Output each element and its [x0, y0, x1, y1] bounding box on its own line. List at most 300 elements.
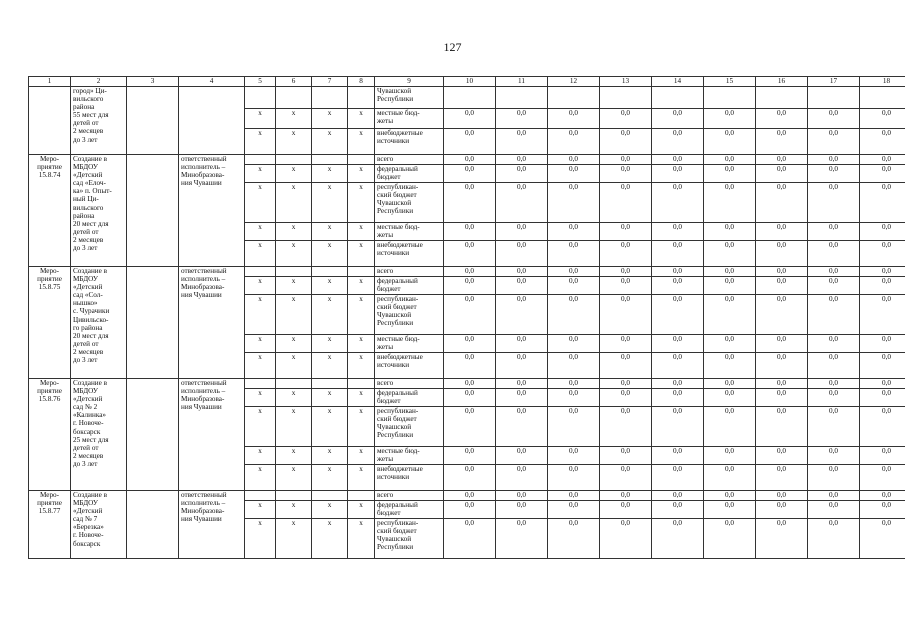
value-cell: 0,0	[444, 267, 496, 277]
value-cell: 0,0	[704, 165, 756, 183]
value-cell: 0,0	[808, 379, 860, 389]
x-mark: х	[312, 519, 348, 559]
event-name: Создание в МБДОУ «Детский сад «Сол- нышко» с. Чурачики Цивильско- го района 20 мест для детей от 2 месяцев до 3 лет	[71, 267, 127, 379]
x-mark: х	[276, 501, 312, 519]
value-cell: 0,0	[548, 501, 600, 519]
value-cell: 0,0	[652, 295, 704, 335]
x-mark: х	[245, 109, 276, 129]
event-code	[29, 87, 71, 155]
x-mark: х	[276, 465, 312, 491]
value-cell: 0,0	[652, 155, 704, 165]
column-header: 14	[652, 77, 704, 87]
funding-source: всего	[375, 155, 444, 165]
value-cell	[808, 87, 860, 109]
funding-source: федеральный бюджет	[375, 277, 444, 295]
value-cell: 0,0	[808, 389, 860, 407]
x-mark: х	[312, 183, 348, 223]
value-cell: 0,0	[860, 277, 905, 295]
value-cell: 0,0	[652, 519, 704, 559]
x-mark: х	[276, 447, 312, 465]
value-cell: 0,0	[704, 407, 756, 447]
value-cell: 0,0	[756, 379, 808, 389]
column-header: 9	[375, 77, 444, 87]
value-cell: 0,0	[600, 465, 652, 491]
empty-cell	[245, 491, 276, 501]
x-mark: х	[348, 129, 375, 155]
value-cell: 0,0	[600, 379, 652, 389]
funding-source: федеральный бюджет	[375, 165, 444, 183]
value-cell: 0,0	[444, 379, 496, 389]
event-name: Создание в МБДОУ «Детский сад № 2 «Калинка» г. Новоче- боксарск 25 мест для детей от 2 месяцев до 3 лет	[71, 379, 127, 491]
value-cell: 0,0	[704, 379, 756, 389]
x-mark: х	[348, 109, 375, 129]
value-cell: 0,0	[444, 109, 496, 129]
value-cell: 0,0	[860, 379, 905, 389]
value-cell: 0,0	[444, 277, 496, 295]
event-name: Создание в МБДОУ «Детский сад № 7 «Березка» г. Новоче- боксарск	[71, 491, 127, 559]
column-header: 17	[808, 77, 860, 87]
value-cell: 0,0	[600, 501, 652, 519]
value-cell: 0,0	[496, 223, 548, 241]
value-cell: 0,0	[600, 165, 652, 183]
value-cell: 0,0	[704, 465, 756, 491]
value-cell	[704, 87, 756, 109]
value-cell: 0,0	[444, 155, 496, 165]
value-cell: 0,0	[652, 277, 704, 295]
value-cell: 0,0	[548, 165, 600, 183]
value-cell: 0,0	[808, 407, 860, 447]
value-cell: 0,0	[652, 491, 704, 501]
x-mark: х	[245, 295, 276, 335]
value-cell: 0,0	[496, 109, 548, 129]
column-header: 12	[548, 77, 600, 87]
empty-cell	[348, 267, 375, 277]
value-cell: 0,0	[496, 241, 548, 267]
value-cell: 0,0	[704, 491, 756, 501]
value-cell: 0,0	[600, 295, 652, 335]
value-cell: 0,0	[600, 267, 652, 277]
value-cell: 0,0	[652, 353, 704, 379]
x-mark: х	[312, 501, 348, 519]
value-cell: 0,0	[652, 165, 704, 183]
empty-cell	[348, 379, 375, 389]
funding-source: всего	[375, 379, 444, 389]
empty-cell	[245, 379, 276, 389]
header-row	[29, 77, 905, 87]
value-cell: 0,0	[704, 335, 756, 353]
x-mark: х	[245, 335, 276, 353]
value-cell: 0,0	[496, 267, 548, 277]
value-cell: 0,0	[860, 447, 905, 465]
value-cell: 0,0	[652, 241, 704, 267]
column-header: 16	[756, 77, 808, 87]
empty-cell	[348, 155, 375, 165]
empty-cell	[127, 155, 179, 267]
value-cell: 0,0	[860, 295, 905, 335]
value-cell: 0,0	[444, 407, 496, 447]
value-cell: 0,0	[548, 223, 600, 241]
value-cell: 0,0	[548, 335, 600, 353]
x-mark: х	[245, 277, 276, 295]
value-cell: 0,0	[496, 335, 548, 353]
empty-cell	[348, 491, 375, 501]
value-cell: 0,0	[444, 465, 496, 491]
event-executor: ответственный исполнитель – Минобразова- ния Чувашии	[179, 267, 245, 379]
value-cell: 0,0	[704, 501, 756, 519]
value-cell: 0,0	[444, 183, 496, 223]
value-cell: 0,0	[756, 407, 808, 447]
funding-source: федеральный бюджет	[375, 389, 444, 407]
column-header: 2	[71, 77, 127, 87]
value-cell: 0,0	[496, 389, 548, 407]
value-cell: 0,0	[860, 109, 905, 129]
value-cell: 0,0	[444, 491, 496, 501]
value-cell: 0,0	[548, 267, 600, 277]
value-cell: 0,0	[756, 353, 808, 379]
value-cell	[444, 87, 496, 109]
empty-cell	[312, 267, 348, 277]
value-cell: 0,0	[496, 519, 548, 559]
value-cell: 0,0	[444, 129, 496, 155]
column-header: 7	[312, 77, 348, 87]
empty-cell	[312, 155, 348, 165]
table-row	[29, 87, 905, 109]
x-mark: х	[312, 353, 348, 379]
value-cell: 0,0	[704, 241, 756, 267]
value-cell: 0,0	[860, 183, 905, 223]
event-executor: ответственный исполнитель – Минобразова- ния Чувашии	[179, 155, 245, 267]
empty-cell	[312, 379, 348, 389]
value-cell: 0,0	[756, 447, 808, 465]
value-cell: 0,0	[600, 335, 652, 353]
empty-cell	[276, 267, 312, 277]
value-cell: 0,0	[756, 389, 808, 407]
x-mark: х	[348, 447, 375, 465]
value-cell: 0,0	[756, 277, 808, 295]
x-mark: х	[276, 389, 312, 407]
value-cell: 0,0	[808, 447, 860, 465]
value-cell: 0,0	[496, 501, 548, 519]
funding-source: внебюджетные источники	[375, 129, 444, 155]
value-cell: 0,0	[600, 277, 652, 295]
value-cell: 0,0	[756, 183, 808, 223]
value-cell	[860, 87, 905, 109]
value-cell: 0,0	[548, 129, 600, 155]
value-cell: 0,0	[548, 183, 600, 223]
value-cell: 0,0	[600, 519, 652, 559]
value-cell: 0,0	[652, 465, 704, 491]
empty-cell	[127, 491, 179, 559]
x-mark: х	[276, 407, 312, 447]
value-cell: 0,0	[548, 353, 600, 379]
value-cell: 0,0	[704, 129, 756, 155]
value-cell: 0,0	[444, 389, 496, 407]
x-mark: х	[312, 335, 348, 353]
x-mark: х	[348, 465, 375, 491]
value-cell: 0,0	[704, 267, 756, 277]
x-mark: х	[348, 407, 375, 447]
value-cell: 0,0	[704, 223, 756, 241]
x-mark: х	[312, 223, 348, 241]
value-cell	[652, 87, 704, 109]
value-cell: 0,0	[756, 267, 808, 277]
x-mark: х	[245, 389, 276, 407]
value-cell: 0,0	[808, 155, 860, 165]
value-cell: 0,0	[600, 241, 652, 267]
budget-table	[28, 76, 905, 559]
value-cell	[756, 87, 808, 109]
x-mark: х	[245, 501, 276, 519]
empty-cell	[245, 155, 276, 165]
value-cell: 0,0	[860, 407, 905, 447]
value-cell: 0,0	[808, 183, 860, 223]
value-cell: 0,0	[444, 353, 496, 379]
x-mark: х	[348, 277, 375, 295]
value-cell: 0,0	[496, 407, 548, 447]
value-cell	[548, 87, 600, 109]
x-mark: х	[348, 501, 375, 519]
x-mark: х	[348, 353, 375, 379]
value-cell: 0,0	[756, 519, 808, 559]
x-mark: х	[276, 165, 312, 183]
value-cell: 0,0	[756, 491, 808, 501]
value-cell: 0,0	[600, 491, 652, 501]
funding-source: республикан- ский бюджет Чувашской Республики	[375, 519, 444, 559]
value-cell: 0,0	[444, 223, 496, 241]
value-cell: 0,0	[548, 155, 600, 165]
x-mark: х	[348, 223, 375, 241]
x-mark: х	[245, 407, 276, 447]
empty-cell	[312, 491, 348, 501]
value-cell: 0,0	[548, 491, 600, 501]
value-cell: 0,0	[652, 335, 704, 353]
table-row	[29, 155, 905, 165]
value-cell: 0,0	[652, 267, 704, 277]
value-cell: 0,0	[652, 183, 704, 223]
x-mark: х	[245, 129, 276, 155]
event-code: Меро- приятие 15.8.76	[29, 379, 71, 491]
x-mark: х	[312, 389, 348, 407]
value-cell: 0,0	[860, 491, 905, 501]
value-cell: 0,0	[548, 465, 600, 491]
page-number: 127	[443, 40, 462, 54]
value-cell: 0,0	[652, 447, 704, 465]
x-mark: х	[276, 223, 312, 241]
column-header: 5	[245, 77, 276, 87]
funding-source: республикан- ский бюджет Чувашской Республики	[375, 183, 444, 223]
value-cell: 0,0	[600, 155, 652, 165]
event-name: Создание в МБДОУ «Детский сад «Елоч- ка» п. Опыт- ный Ци- вильского района 20 мест для детей от 2 месяцев до 3 лет	[71, 155, 127, 267]
event-name: город» Ци- вильского района 55 мест для детей от 2 месяцев до 3 лет	[71, 87, 127, 155]
value-cell: 0,0	[600, 223, 652, 241]
value-cell: 0,0	[808, 277, 860, 295]
x-mark: х	[276, 241, 312, 267]
value-cell: 0,0	[808, 295, 860, 335]
value-cell: 0,0	[652, 501, 704, 519]
table-body	[29, 77, 905, 559]
funding-source: республикан- ский бюджет Чувашской Республики	[375, 295, 444, 335]
value-cell: 0,0	[600, 129, 652, 155]
funding-source: внебюджетные источники	[375, 465, 444, 491]
x-mark: х	[276, 519, 312, 559]
value-cell: 0,0	[600, 183, 652, 223]
value-cell: 0,0	[808, 501, 860, 519]
funding-source: федеральный бюджет	[375, 501, 444, 519]
value-cell: 0,0	[808, 519, 860, 559]
x-mark: х	[276, 277, 312, 295]
value-cell: 0,0	[704, 109, 756, 129]
empty-cell	[245, 267, 276, 277]
value-cell: 0,0	[600, 353, 652, 379]
funding-source: Чувашской Республики	[375, 87, 444, 109]
value-cell: 0,0	[808, 223, 860, 241]
value-cell: 0,0	[548, 519, 600, 559]
x-mark: х	[276, 109, 312, 129]
value-cell: 0,0	[652, 407, 704, 447]
x-mark: х	[312, 129, 348, 155]
value-cell: 0,0	[860, 129, 905, 155]
x-mark: х	[312, 295, 348, 335]
value-cell: 0,0	[652, 379, 704, 389]
x-mark: х	[348, 335, 375, 353]
value-cell: 0,0	[600, 447, 652, 465]
x-mark: х	[245, 353, 276, 379]
value-cell: 0,0	[860, 155, 905, 165]
value-cell: 0,0	[496, 353, 548, 379]
empty-cell	[127, 379, 179, 491]
value-cell: 0,0	[548, 407, 600, 447]
value-cell: 0,0	[704, 353, 756, 379]
x-mark: х	[245, 183, 276, 223]
x-mark: х	[348, 165, 375, 183]
value-cell: 0,0	[496, 379, 548, 389]
value-cell: 0,0	[704, 447, 756, 465]
value-cell: 0,0	[808, 129, 860, 155]
value-cell: 0,0	[444, 165, 496, 183]
value-cell: 0,0	[704, 389, 756, 407]
value-cell: 0,0	[444, 519, 496, 559]
x-mark: х	[348, 389, 375, 407]
value-cell: 0,0	[600, 389, 652, 407]
value-cell: 0,0	[860, 501, 905, 519]
column-header: 18	[860, 77, 905, 87]
value-cell: 0,0	[548, 389, 600, 407]
value-cell: 0,0	[548, 447, 600, 465]
value-cell: 0,0	[548, 295, 600, 335]
value-cell: 0,0	[756, 501, 808, 519]
value-cell: 0,0	[860, 241, 905, 267]
value-cell: 0,0	[444, 295, 496, 335]
value-cell: 0,0	[860, 267, 905, 277]
value-cell: 0,0	[496, 447, 548, 465]
value-cell: 0,0	[704, 277, 756, 295]
column-header: 13	[600, 77, 652, 87]
x-mark: х	[312, 165, 348, 183]
value-cell: 0,0	[444, 241, 496, 267]
value-cell: 0,0	[860, 519, 905, 559]
value-cell: 0,0	[808, 267, 860, 277]
value-cell: 0,0	[808, 109, 860, 129]
column-header: 11	[496, 77, 548, 87]
x-mark: х	[348, 241, 375, 267]
empty-cell	[348, 87, 375, 109]
value-cell: 0,0	[496, 491, 548, 501]
value-cell: 0,0	[756, 109, 808, 129]
x-mark: х	[312, 109, 348, 129]
x-mark: х	[245, 223, 276, 241]
funding-source: местные бюд- жеты	[375, 447, 444, 465]
value-cell: 0,0	[860, 389, 905, 407]
funding-source: республикан- ский бюджет Чувашской Республики	[375, 407, 444, 447]
empty-cell	[312, 87, 348, 109]
value-cell: 0,0	[756, 223, 808, 241]
x-mark: х	[312, 277, 348, 295]
value-cell: 0,0	[496, 165, 548, 183]
value-cell: 0,0	[756, 241, 808, 267]
funding-source: всего	[375, 491, 444, 501]
value-cell: 0,0	[496, 129, 548, 155]
value-cell: 0,0	[496, 277, 548, 295]
x-mark: х	[245, 465, 276, 491]
empty-cell	[127, 87, 179, 155]
x-mark: х	[245, 241, 276, 267]
column-header: 3	[127, 77, 179, 87]
x-mark: х	[312, 465, 348, 491]
x-mark: х	[245, 519, 276, 559]
x-mark: х	[276, 183, 312, 223]
funding-source: внебюджетные источники	[375, 353, 444, 379]
column-header: 10	[444, 77, 496, 87]
value-cell: 0,0	[808, 241, 860, 267]
value-cell: 0,0	[756, 335, 808, 353]
value-cell: 0,0	[548, 277, 600, 295]
x-mark: х	[276, 129, 312, 155]
x-mark: х	[245, 165, 276, 183]
value-cell: 0,0	[808, 335, 860, 353]
value-cell: 0,0	[600, 109, 652, 129]
empty-cell	[276, 87, 312, 109]
x-mark: х	[276, 295, 312, 335]
x-mark: х	[348, 183, 375, 223]
x-mark: х	[276, 335, 312, 353]
x-mark: х	[312, 241, 348, 267]
value-cell: 0,0	[704, 519, 756, 559]
x-mark: х	[276, 353, 312, 379]
x-mark: х	[312, 447, 348, 465]
event-code: Меро- приятие 15.8.75	[29, 267, 71, 379]
table-row	[29, 491, 905, 501]
column-header: 6	[276, 77, 312, 87]
value-cell: 0,0	[860, 165, 905, 183]
value-cell: 0,0	[756, 165, 808, 183]
value-cell: 0,0	[548, 109, 600, 129]
funding-source: местные бюд- жеты	[375, 335, 444, 353]
value-cell: 0,0	[808, 465, 860, 491]
table-row	[29, 267, 905, 277]
column-header: 4	[179, 77, 245, 87]
column-header: 8	[348, 77, 375, 87]
value-cell: 0,0	[444, 501, 496, 519]
value-cell: 0,0	[860, 465, 905, 491]
funding-source: всего	[375, 267, 444, 277]
value-cell	[496, 87, 548, 109]
value-cell: 0,0	[600, 407, 652, 447]
value-cell: 0,0	[652, 389, 704, 407]
x-mark: х	[245, 447, 276, 465]
value-cell: 0,0	[860, 353, 905, 379]
empty-cell	[276, 491, 312, 501]
value-cell: 0,0	[756, 465, 808, 491]
